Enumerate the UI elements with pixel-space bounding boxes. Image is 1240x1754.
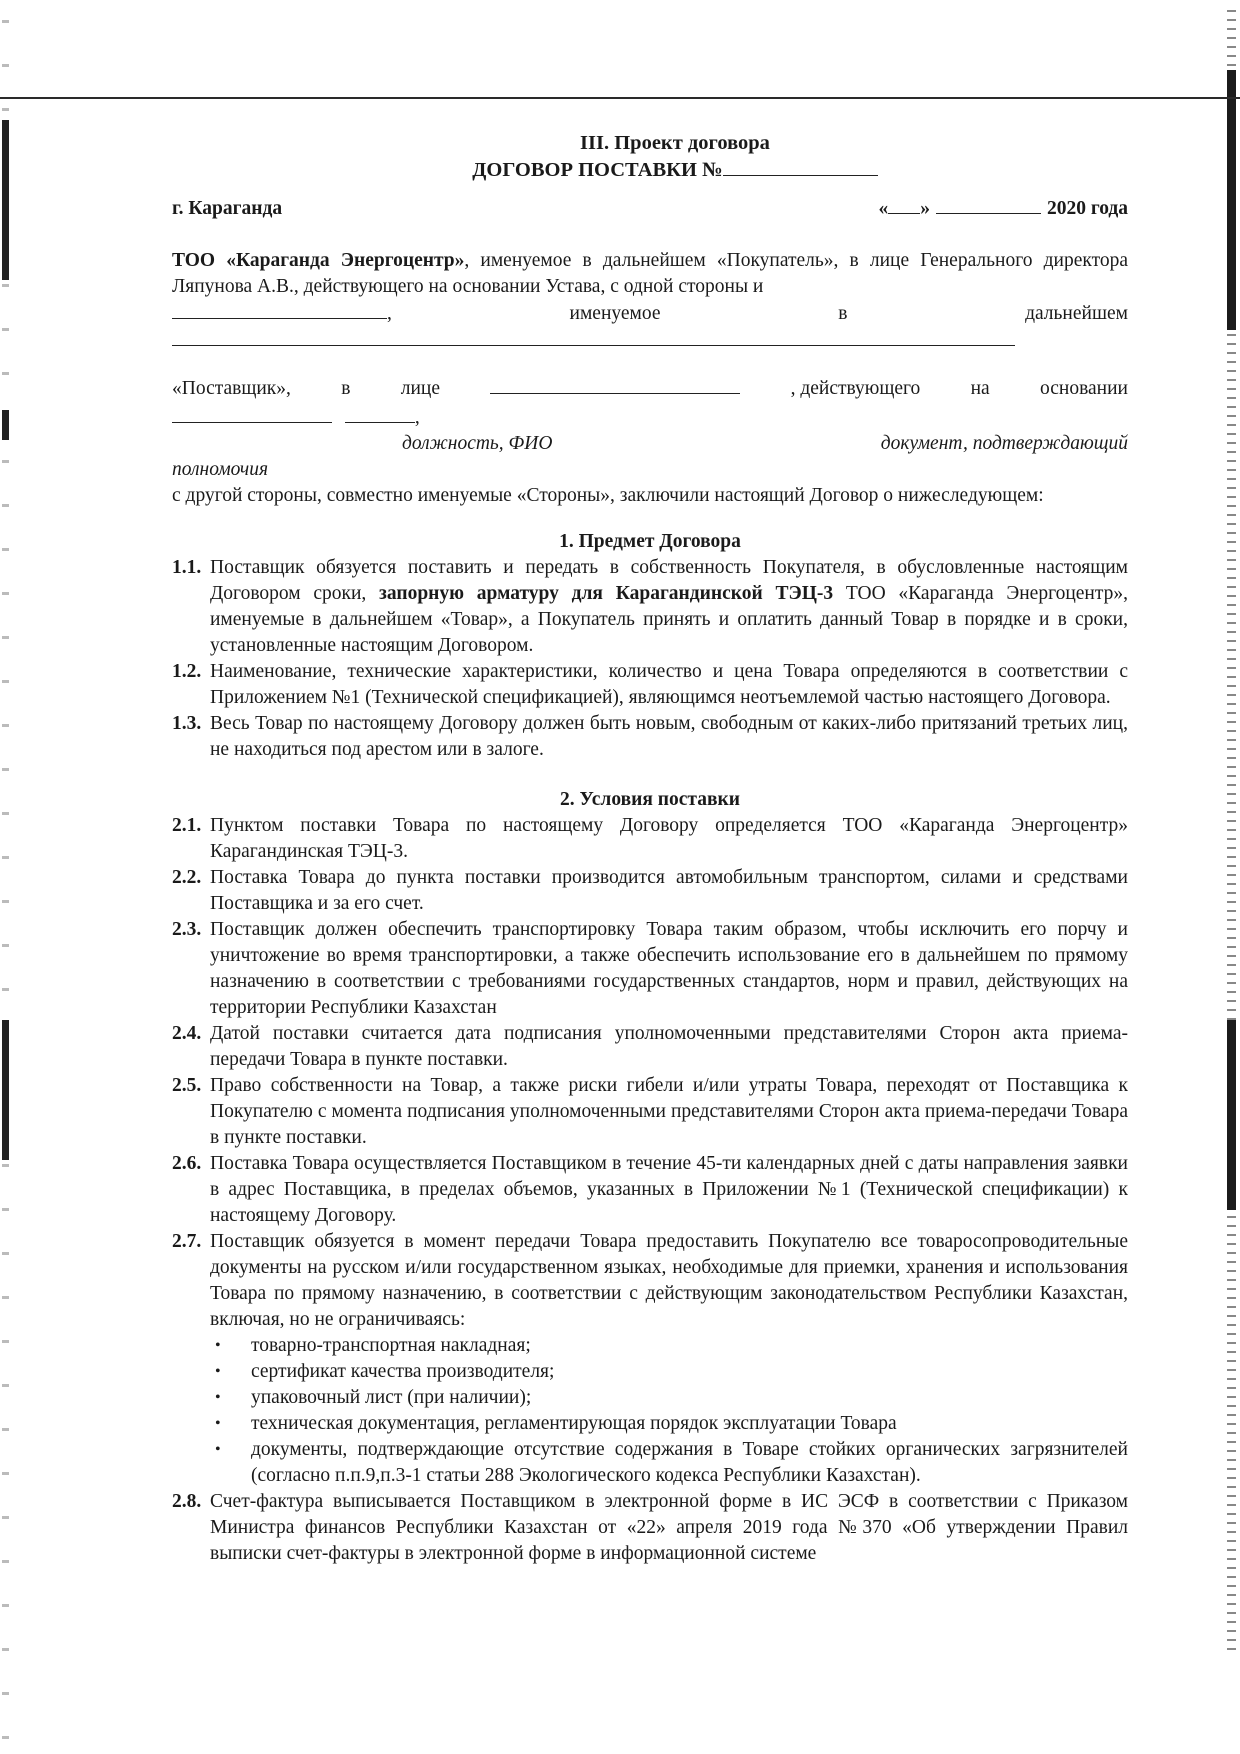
field-note-authority: полномочия (172, 459, 269, 480)
section-2-title: 2. Условия поставки (560, 789, 740, 810)
representative-blank (490, 375, 740, 394)
field-notes: должность, ФИО документ, подтверждающий (402, 433, 1128, 454)
contract-date: « » 2020 года (878, 198, 1128, 219)
clause-2-6: 2.6. Поставка Товара осуществляется Поставщиком в течение 45-ти календарных дней с даты направления заявки в адрес Поставщика, в пределах объемов, указанных в Приложении №1 (Технической спецификации) к настоящему Договору. (172, 1153, 1128, 1226)
intro-paragraph: ТОО «Караганда Энергоцентр», именуемое в дальнейшем «Покупатель», в лице Генерального директора Ляпунова А.В., действующего на основании Устава, с одной стороны и (172, 250, 1128, 297)
day-blank (888, 213, 920, 214)
clause-2-1: 2.1. Пунктом поставки Товара по настоящему Договору определяется ТОО «Караганда Энергоцентр» Карагандинская ТЭЦ-3. (172, 815, 1128, 862)
contract-number-blank (723, 157, 878, 176)
clause-1-3: 1.3. Весь Товар по настоящему Договору должен быть новым, свободным от каких-либо притязаний третьих лиц, не находиться под арестом или в залоге. (172, 713, 1128, 760)
clause-2-2: 2.2. Поставка Товара до пункта поставки производится автомобильным транспортом, силами и средствами Поставщика и за его счет. (172, 867, 1128, 914)
intro-closing: с другой стороны, совместно именуемые «Стороны», заключили настоящий Договор о нижеследующем: (172, 485, 1044, 506)
document-blanks: , (172, 404, 1128, 431)
clause-1-2: 1.2. Наименование, технические характеристики, количество и цена Товара определяются в соответствии с Приложением №1 (Технической спецификацией), являющимся неотъемлемой частью настоящего Договора. (172, 661, 1128, 708)
section-1-title: 1. Предмет Договора (559, 531, 741, 552)
list-item: • документы, подтверждающие отсутствие содержания в Товаре стойких органических загрязнителей (согласно п.п.9,п.3-1 статьи 288 Экологического кодекса Республики Казахстан). (215, 1437, 1128, 1489)
contract-title: ДОГОВОР ПОСТАВКИ № (222, 157, 1128, 184)
supplier-name-blank (172, 300, 387, 319)
city: г. Караганда (172, 198, 283, 219)
scan-left-edge (2, 20, 9, 1740)
scan-right-edge (1227, 10, 1236, 1650)
city-date-row (172, 196, 1128, 222)
supplier-representative-line: «Поставщик», в лице , действующего на основании (172, 375, 1128, 402)
clause-2-4: 2.4. Датой поставки считается дата подписания уполномоченными представителями Сторон акта приема-передачи Товара в пункте поставки. (172, 1023, 1128, 1070)
bullet-icon: • (215, 1337, 221, 1354)
clause-2-3: 2.3. Поставщик должен обеспечить транспортировку Товара таким образом, чтобы исключить его порчу и уничтожение во время транспортировки, а также обеспечить использование его в дальнейшем по прямому назначению в соответствии с требованиями государственных стандартов, норм и правил, действующих на территории Республики Казахстан (172, 919, 1128, 1018)
section-caption: III. Проект договора (580, 132, 770, 154)
party1-name: ТОО «Караганда Энергоцентр» (172, 250, 465, 271)
month-blank (936, 213, 1041, 214)
clause-1-1: 1.1. Поставщик обязуется поставить и передать в собственность Покупателя, в обусловленные настоящим Договором сроки, запорную арматуру для Карагандинской ТЭЦ-3 ТОО «Караганда Энергоцентр», именуемые в дальнейшем «Товар», а Покупатель принять и оплатить данный Товар в порядке и в сроки, установленные настоящим Договором. (172, 557, 1129, 656)
bullet-icon: • (215, 1441, 221, 1458)
scan-top-rule (0, 97, 1240, 99)
list-item: • сертификат качества производителя; (215, 1359, 1128, 1385)
list-item: • товарно-транспортная накладная; (215, 1333, 1128, 1359)
bullet-icon: • (215, 1363, 221, 1380)
list-item: • техническая документация, регламентирующая порядок эксплуатации Товара (215, 1411, 1128, 1437)
supplier-line: , именуемое в дальнейшем (172, 300, 1128, 327)
list-item: • упаковочный лист (при наличии); (215, 1385, 1128, 1411)
bullet-icon: • (215, 1415, 221, 1432)
clause-2-5: 2.5. Право собственности на Товар, а также риски гибели и/или утраты Товара, переходят от Поставщика к Покупателю с момента подписания уполномоченными представителями Сторон акта приема-передачи Товара в пункте поставки. (172, 1075, 1128, 1148)
clause-2-7: 2.7. Поставщик обязуется в момент передачи Товара предоставить Покупателю все товаросопроводительные документы на русском и/или государственном языках, необходимые для приемки, хранения и использования Товара по прямому назначению, в соответствии с действующим законодательством Республики Казахстан, включая, но не ограничиваясь: (172, 1231, 1128, 1330)
document-list (172, 1333, 1128, 1489)
bullet-icon: • (215, 1389, 221, 1406)
document-page (172, 130, 1128, 1567)
long-blank-line (172, 327, 1128, 363)
clause-2-8: 2.8. Счет-фактура выписывается Поставщиком в электронной форме в ИС ЭСФ в соответствии с Приказом Министра финансов Республики Казахстан от «22» апреля 2019 года №370 «Об утверждении Правил выписки счет-фактуры в электронной форме в информационной системе (172, 1491, 1128, 1564)
